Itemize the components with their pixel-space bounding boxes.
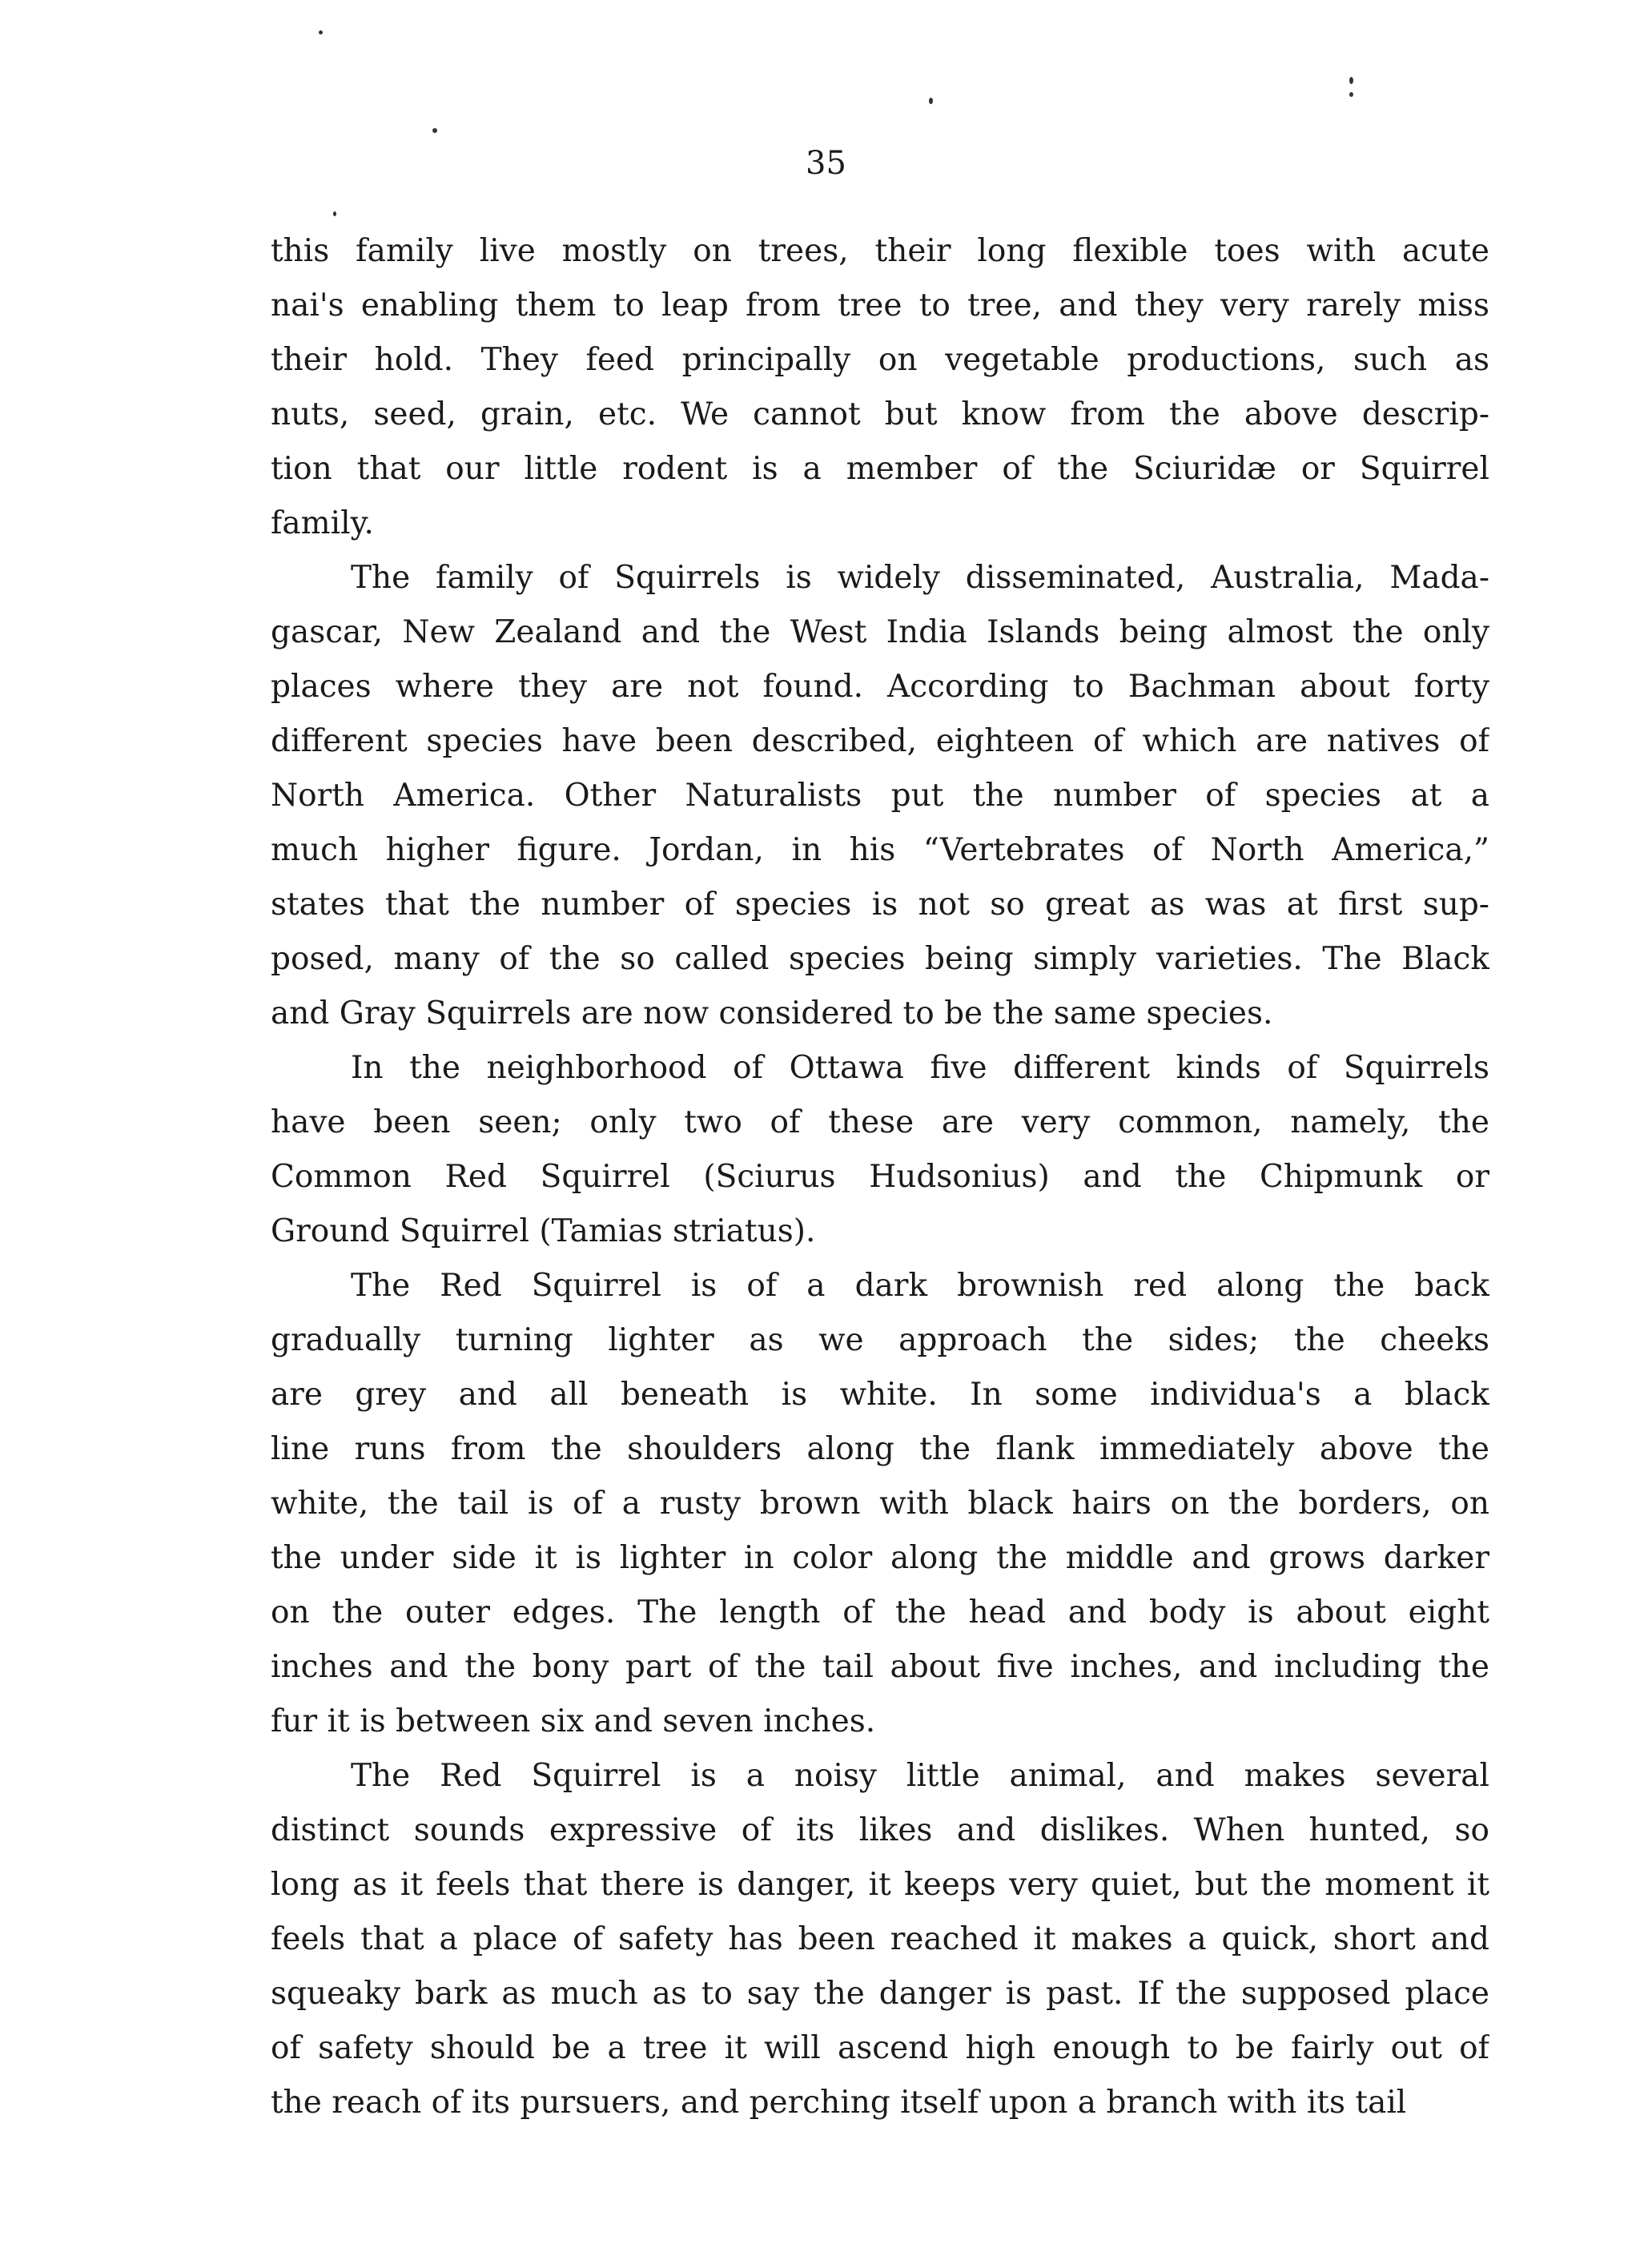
paragraph: [271, 224, 1489, 551]
scan-speck: [333, 211, 336, 216]
body-text: [271, 224, 1489, 2130]
scan-speck: [1349, 77, 1353, 84]
text-line: and Gray Squirrels are now considered to be the same species.: [271, 995, 1273, 1031]
text-line: Common Red Squirrel (Sciurus Hudsonius) and the Chipmunk or: [271, 1159, 1489, 1195]
text-line: inches and the bony part of the tail about five inches, and including the: [271, 1649, 1489, 1685]
paragraph: [271, 551, 1489, 1041]
text-line: long as it feels that there is danger, it keeps very quiet, but the moment it: [271, 1867, 1489, 1903]
text-line: line runs from the shoulders along the flank immediately above the: [271, 1431, 1489, 1467]
text-line: squeaky bark as much as to say the danger is past. If the supposed place: [271, 1976, 1489, 2012]
text-line: The Red Squirrel is of a dark brownish red along the back: [351, 1268, 1489, 1304]
text-line: feels that a place of safety has been reached it makes a quick, short and: [271, 1921, 1489, 1957]
text-line: gascar, New Zealand and the West India Islands being almost the only: [271, 614, 1489, 650]
text-line: family.: [271, 505, 374, 541]
text-line: of safety should be a tree it will ascend high enough to be fairly out of: [271, 2030, 1489, 2066]
text-line: on the outer edges. The length of the head and body is about eight: [271, 1594, 1489, 1631]
text-line: have been seen; only two of these are very common, namely, the: [271, 1104, 1489, 1140]
text-line: this family live mostly on trees, their long flexible toes with acute: [271, 233, 1489, 269]
text-line: white, the tail is of a rusty brown with black hairs on the borders, on: [271, 1486, 1489, 1522]
text-line: states that the number of species is not so great as was at first sup-: [271, 887, 1489, 923]
text-line: In the neighborhood of Ottawa five different kinds of Squirrels: [351, 1050, 1489, 1086]
scan-speck: [1349, 92, 1353, 97]
text-line: North America. Other Naturalists put the number of species at a: [271, 778, 1489, 814]
text-line: much higher figure. Jordan, in his “Vertebrates of North America,”: [271, 832, 1489, 868]
text-line: different species have been described, eighteen of which are natives of: [271, 723, 1489, 759]
text-line: fur it is between six and seven inches.: [271, 1703, 876, 1739]
text-line: the under side it is lighter in color along the middle and grows darker: [271, 1540, 1489, 1576]
page-number: 35: [806, 145, 846, 182]
text-line: their hold. They feed principally on vegetable productions, such as: [271, 342, 1489, 378]
text-line: The family of Squirrels is widely disseminated, Australia, Mada-: [351, 560, 1489, 596]
text-line: nuts, seed, grain, etc. We cannot but know from the above descrip-: [271, 396, 1489, 432]
text-line: gradually turning lighter as we approach the sides; the cheeks: [271, 1322, 1489, 1358]
text-line: nai's enabling them to leap from tree to tree, and they very rarely miss: [271, 288, 1489, 324]
text-line: posed, many of the so called species being simply varieties. The Black: [271, 941, 1489, 977]
scan-speck: [319, 30, 323, 34]
text-line: Ground Squirrel (Tamias striatus).: [271, 1213, 816, 1249]
scan-speck: [432, 128, 437, 133]
text-line: The Red Squirrel is a noisy little animal, and makes several: [351, 1758, 1489, 1794]
scan-speck: [929, 98, 933, 104]
paragraph: [271, 1749, 1489, 2130]
text-line: the reach of its pursuers, and perching itself upon a branch with its tail: [271, 2085, 1407, 2121]
text-line: places where they are not found. According to Bachman about forty: [271, 669, 1489, 705]
paragraph: [271, 1041, 1489, 1259]
text-line: distinct sounds expressive of its likes and dislikes. When hunted, so: [271, 1812, 1489, 1848]
text-line: tion that our little rodent is a member of the Sciuridæ or Squirrel: [271, 451, 1489, 487]
paragraph: [271, 1259, 1489, 1749]
text-line: are grey and all beneath is white. In some individua's a black: [271, 1377, 1489, 1413]
